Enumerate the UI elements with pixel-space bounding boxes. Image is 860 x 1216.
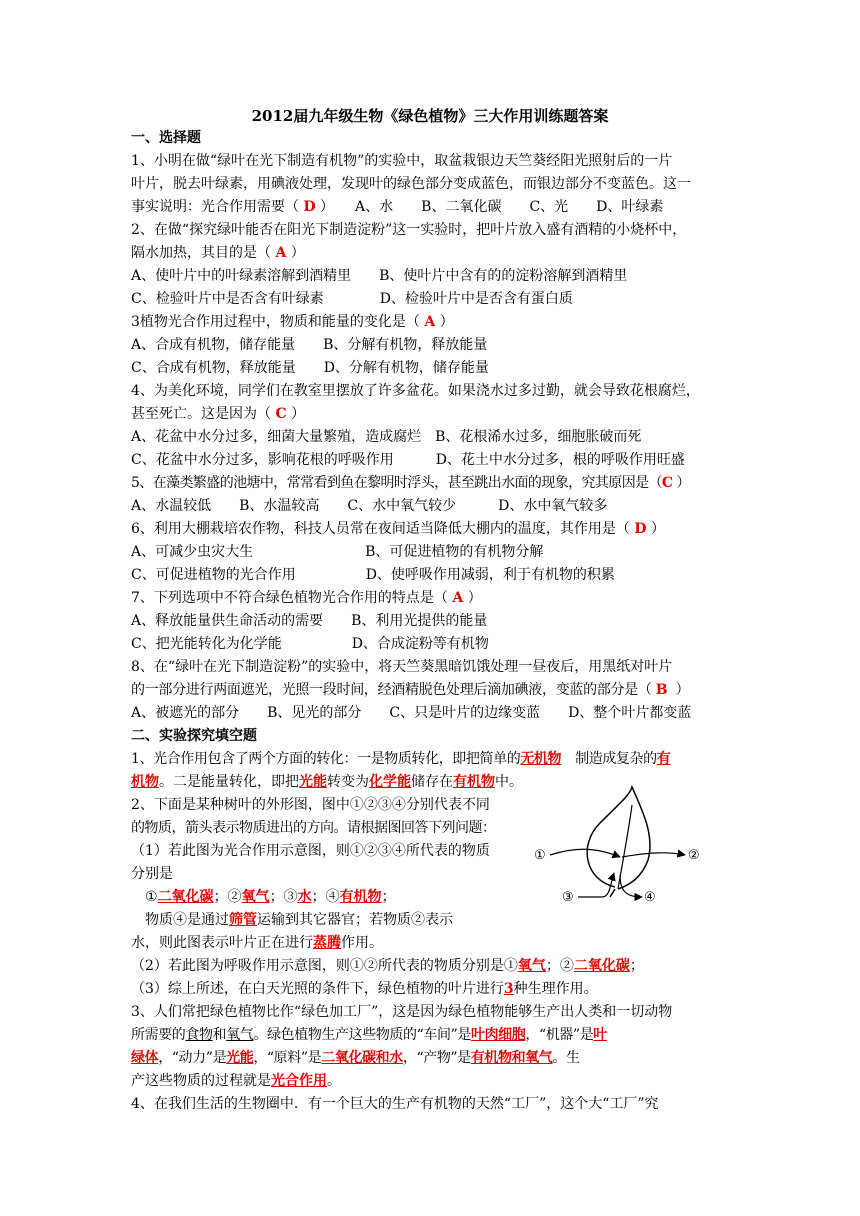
fill-answer-sieve-tube: 筛管 [229,912,257,928]
fill-answer-inorganic: 无机物 [520,751,562,767]
question-3-line-1: 3植物光合作用过程中，物质和能量的变化是（ A ） [131,314,454,330]
fill-answer-photosynthesis: 光合作用 [271,1073,327,1089]
label-3: ③ [562,890,574,905]
fill-3-line-3: 绿体，“动力”是光能，“原料”是二氧化碳和水，“产物”是有机物和氧气。生 [131,1050,580,1066]
label-4: ④ [644,890,656,905]
answer-6: D [634,521,647,537]
question-7-options-1: A、释放能量供生命活动的需要 B、利用光提供的能量 [131,613,488,629]
fill-answer-o2: 氧气 [241,889,270,905]
section-heading-fill: 二、实验探究填空题 [131,728,257,744]
arrow-2 [622,853,685,857]
fill-answer-chemical-energy: 化学能 [369,774,411,790]
fill-answer-raw: 二氧化碳和水 [321,1050,403,1066]
fill-2-line-7: 水，则此图表示叶片正在进行蒸腾作用。 [131,935,383,951]
arrow-1 [550,849,620,857]
fill-answer-organic-2: 有机物 [453,774,495,790]
document-title: 2012届九年级生物《绿色植物》三大作用训练题答案 [251,107,609,125]
answer-7: A [452,590,464,606]
fill-4-line-1: 4、在我们生活的生物圈中．有一个巨大的生产有机物的天然“工厂”，这个大“工厂”究 [131,1096,659,1112]
question-4-options-1: A、花盆中水分过多，细菌大量繁殖，造成腐烂 B、花根浠水过多，细胞胀破而死 [131,429,642,445]
fill-2-line-3: （1）若此图为光合作用示意图，则①②③④所代表的物质 [131,843,490,859]
arrow-4 [620,875,642,897]
question-2-line-1: 2、在做“探究绿叶能否在阳光下制造淀粉”这一实验时，把叶片放入盛有酒精的小烧杯中， [131,222,687,238]
question-2-options-2: C、检验叶片中是否含有叶绿素 D、检验叶片中是否含有蛋白质 [131,291,573,307]
fill-answer-mesophyll: 叶肉细胞 [470,1027,526,1043]
label-1: ① [534,848,546,863]
fill-2-line-6: 物质④是通过筛管运输到其它器官；若物质②表示 [145,912,453,928]
answer-2: A [275,245,287,261]
question-1-line-2: 叶片，脱去叶绿素，用碘液处理，发现叶的绿色部分变成蓝色，而银边部分不变蓝色。这一 [131,176,691,192]
leaf-outline [587,787,650,889]
question-2-line-2: 隔水加热，其目的是（ A ） [131,245,305,261]
question-6-options-1: A、可减少虫灾大生 B、可促进植物的有机物分解 [131,544,544,560]
fill-2-line-1: 2、下面是某种树叶的外形图，图中①②③④分别代表不同 [131,797,490,813]
fill-answer-organic: 有 [656,751,671,767]
question-8-line-2: 的一部分进行两面遮光，光照一段时间，经酒精脱色处理后滴加碘液，变蓝的部分是（ B ） [131,682,690,698]
fill-answer-light-energy: 光能 [299,774,327,790]
question-8-line-1: 8、在“绿叶在光下制造淀粉”的实验中，将天竺葵黑暗饥饿处理一昼夜后，用黑纸对叶片 [131,659,673,675]
fill-1-line-2: 机物。二是能量转化，即把光能转变为化学能储存在有机物中。 [131,774,523,790]
fill-answer-organic-3: 有机物 [339,889,382,905]
fill-answer-transpiration: 蒸腾 [313,935,341,951]
fill-answer-water: 水 [297,889,312,905]
question-1-line-3: 事实说明：光合作用需要（ D ） A、水 B、二氧化碳 C、光 D、叶绿素 [131,199,664,215]
leaf-stem [610,889,615,897]
section-heading-choice: 一、选择题 [131,130,201,146]
fill-answer-o2-2: 氧气 [517,958,546,974]
answer-3: A [424,314,436,330]
question-5-line-1: 5、在藻类繁盛的池塘中，常常看到鱼在黎明时浮头，甚至跳出水面的现象，究其原因是（C ） [131,475,690,491]
question-8-options-1: A、被遮光的部分 B、见光的部分 C、只是叶片的边缘变蓝 D、整个叶片都变蓝 [131,705,692,721]
question-5-options-1: A、水温较低 B、水温较高 C、水中氧气较少 D、水中氧气较多 [131,498,608,514]
fill-answer-food: 食物 [185,1027,213,1043]
question-1-line-1: 1、小明在做“绿叶在光下制造有机物”的实验中，取盆栽银边天竺葵经阳光照射后的一片 [131,153,673,169]
question-4-line-1: 4、为美化环境，同学们在教室里摆放了许多盆花。如果浇水过多过勤，就会导致花根腐烂， [131,383,700,399]
fill-2-line-4: 分别是 [131,866,173,882]
fill-answer-count: 3 [503,981,514,997]
fill-3-line-4: 产这些物质的过程就是光合作用。 [131,1073,341,1089]
question-7-options-2: C、把光能转化为化学能 D、合成淀粉等有机物 [131,636,489,652]
fill-answer-light: 光能 [226,1050,254,1066]
fill-2-line-9: （3）综上所述，在白天光照的条件下，绿色植物的叶片进行3种生理作用。 [131,981,598,997]
question-4-line-2: 甚至死亡。这是因为（ C ） [131,406,306,422]
fill-3-line-2: 所需要的食物和氧气。绿色植物生产这些物质的“车间”是叶肉细胞，“机器”是叶 [131,1027,607,1043]
question-4-options-2: C、花盆中水分过多，影响花根的呼吸作用 D、花土中水分过多，根的呼吸作用旺盛 [131,452,685,468]
question-7-line-1: 7、下列选项中不符合绿色植物光合作用的特点是（ A ） [131,590,482,606]
question-3-options-1: A、合成有机物，储存能量 B、分解有机物，释放能量 [131,337,488,353]
fill-2-line-5: ①二氧化碳；②氧气；③水；④有机物； [145,889,396,905]
question-6-line-1: 6、利用大棚栽培农作物，科技人员常在夜间适当降低大棚内的温度，其作用是（ D ） [131,521,665,537]
answer-8: B [655,682,668,698]
answer-5: C [661,475,673,491]
question-3-options-2: C、合成有机物，释放能量 D、分解有机物，储存能量 [131,360,489,376]
fill-answer-co2: 二氧化碳 [157,889,214,905]
fill-1-line-1: 1、光合作用包含了两个方面的转化：一是物质转化，即把简单的无机物 制造成复杂的有 [131,751,671,767]
leaf-diagram [530,785,720,915]
fill-3-line-1: 3、人们常把绿色植物比作“绿色加工厂”，这是因为绿色植物能够生产出人类和一切动物 [131,1004,673,1020]
fill-2-line-8: （2）若此图为呼吸作用示意图，则①②所代表的物质分别是①氧气；②二氧化碳； [131,958,644,974]
fill-answer-chloroplast: 叶 [593,1027,607,1043]
fill-2-line-2: 的物质，箭头表示物质进出的方向。请根据图回答下列问题： [131,820,496,836]
fill-answer-co2-2: 二氧化碳 [573,958,630,974]
answer-1: D [303,199,316,215]
fill-answer-product: 有机物和氧气 [470,1050,553,1066]
label-2: ② [688,848,700,863]
question-2-options-1: A、使叶片中的叶绿素溶解到酒精里 B、使叶片中含有的的淀粉溶解到酒精里 [131,268,628,284]
question-6-options-2: C、可促进植物的光合作用 D、使呼吸作用减弱，利于有机物的积累 [131,567,615,583]
fill-answer-oxygen: 氧气 [226,1027,254,1043]
answer-4: C [275,406,287,422]
